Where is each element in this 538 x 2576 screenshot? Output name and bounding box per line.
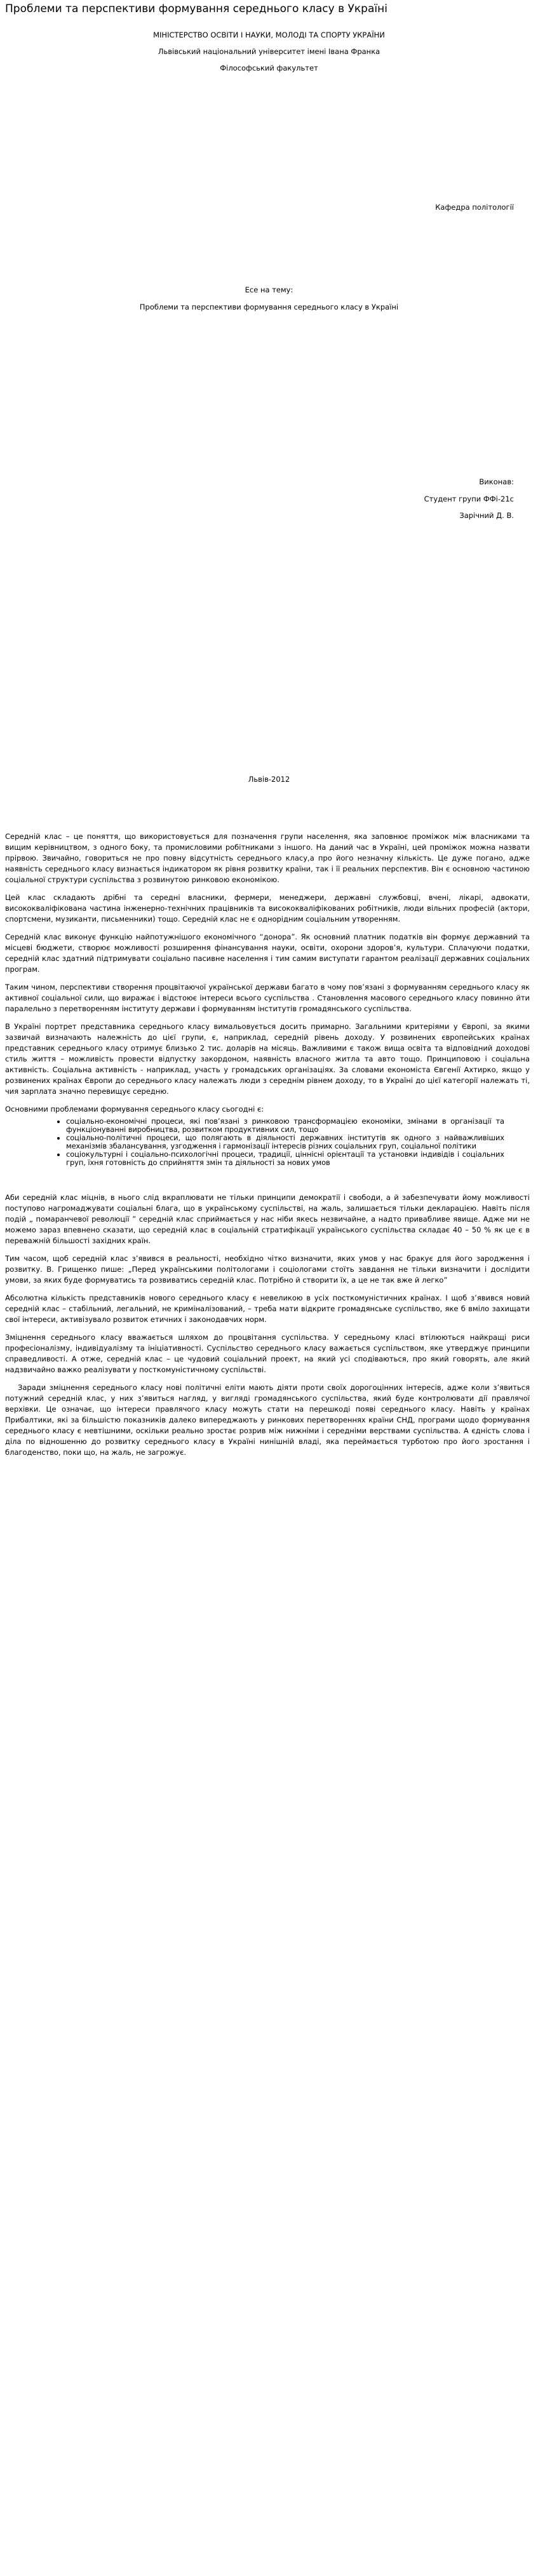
document-title: Проблеми та перспективи формування середнього класу в Україні xyxy=(5,3,387,15)
ministry-line: МІНІСТЕРСТВО ОСВІТИ І НАУКИ, МОЛОДІ ТА СПОРТУ УКРАЇНИ xyxy=(153,31,385,39)
paragraph: Таким чином, перспективи створення процвітаючої української держави багато в чому пов’язані з формуванням середнього класу як активної соціальної сили, що виражає і відстоює інтереси всього суспільства . Становлення масового середнього класу повинно йти паралельно з перетворенням інституту держави і формуванням інститутів громадянського суспільства. xyxy=(5,983,530,1013)
essay-label: Есе на тему: xyxy=(245,285,293,294)
list-item: • соціально-економічні процеси, які пов’язані з ринковою трансформацією економіки, змінами в організації та функціонуванні виробництва, розвитком продуктивних сил, тощо xyxy=(66,1117,530,1134)
paragraph: Тим часом, щоб середній клас з’явився в реальності, необхідно чітко визначити, яких умов у нас бракує для його зародження і розвитку. В. Грищенко пише: „Перед українськими політологами і соціологами стоїть завдання не тільки визначити і дослідити умови, за яких буде формуватись та розвиватись середній клас. Потрібно й створити їх, а це не так вже й легко” xyxy=(5,1254,530,1285)
place-year: Львів-2012 xyxy=(248,775,290,784)
paragraph: Зміцнення середнього класу вважається шляхом до процвітання суспільства. У середньому класі втілюються найкращі риси професіоналізму, індивідуалізму та ініціативності. Суспільство середнього класу важається суспільством, яке утверджує принципи справедливості. А отже, середній клас – це чудовий соціальний проект, на який усі сподіваються, про який говорять, але який надзвичайно важко реалізувати у посткомуністичному суспільстві. xyxy=(5,1333,530,1374)
problems-list xyxy=(5,1117,530,1167)
department-line: Кафедра політології xyxy=(435,203,514,212)
faculty-line: Філософський факультет xyxy=(220,64,318,72)
paragraph: Абсолютна кількість представників нового середнього класу є невеликою в усіх посткомуністичних країнах. І щоб з’явився новий середній клас – стабільний, легальний, не криміналізований, – треба мати відкрите громадянське суспільство, яке б вміло захищати свої інтереси, активізувало розвиток етичних і законодавчих норм. xyxy=(5,1293,530,1324)
paragraph: Середній клас – це поняття, що використовується для позначення групи населення, яка заповнює проміжок між власниками та вищим керівництвом, з одного боку, та промисловими робітниками з іншого. На даний час в Україні, цей проміжок можна назвати прірвою. Звичайно, говориться не про повну відсутність середнього класу,а про його незначну кількість. Це дуже погано, адже наявність середнього класу визнається індикатором як рівня розвитку країни, так і її реальних перспектив. Він є основною частиною соціальної структури суспільства з розвинутою ринковою економікою. xyxy=(5,832,530,884)
essay-body xyxy=(5,831,530,1465)
paragraph: Заради зміцнення середнього класу нові політичні еліти мають діяти проти своїх дорогоцінних інтересів, адже коли з’явиться потужний середній клас, у них з’явиться нагляд, у вигляді громадянського суспільства, який буде контролювати дії правлячої верхівки. Це означає, що інтереси правлячого класу можуть стати на перешкоді появі середнього класу. Навіть у країнах Прибалтики, які за більшістю показників далеко випереджають у ринкових перетвореннях країни СНД, програми щодо формування середнього класу є невтішними, оскільки реально зростає розрив між нижніми і середніми верствами суспільства. А єдність слова і діла по відношенню до розвитку середнього класу в Україні нинішній владі, яка переймається турботою про його зростання і благоденство, поки що, на жаль, не загрожує. xyxy=(5,1383,530,1457)
paragraph: Середній клас виконує функцію найпотужнішого економічного “донора”. Як основний платник податків він формує державний та місцеві бюджети, створює можливості розширення фінансування науки, освіти, охорони здоров’я, культури. Сплачуючи податки, середній клас здатний підтримувати соціально пасивне населення і тим самим виступати гарантом реалізації державних соціальних програм. xyxy=(5,932,530,974)
list-item: • соціокультурні і соціально-психологічні процеси, традиції, ціннісні орієнтації та установки індивідів і соціальних груп, їхня готовність до сприйняття змін та діяльності за нових умов xyxy=(66,1150,530,1167)
author-label: Виконав: xyxy=(479,477,514,486)
paragraph: Основними проблемами формування середнього класу сьогодні є: xyxy=(5,1105,264,1114)
author-name: Зарічний Д. В. xyxy=(459,511,514,520)
essay-title: Проблеми та перспективи формування середнього класу в Україні xyxy=(139,303,399,311)
university-line: Львівський національний університет імені Івана Франка xyxy=(158,47,380,56)
author-group: Студент групи ФФі-21с xyxy=(424,494,514,503)
paragraph: Цей клас складають дрібні та середні власники, фермери, менеджери, державні службовці, вчені, лікарі, адвокати, висококваліфікована частина інженерно-технічних працівників та висококваліфікованих робітників, люди вільних професій (актори, спортсмени, музиканти, письменники) тощо. Середній клас не є однорідним соціальним утворенням. xyxy=(5,893,530,923)
list-item: • соціально-політичні процеси, що полягають в діяльності державних інститутів як одного з найважливіших механізмів збалансування, узгодження і гармонізації інтересів різних соціальних груп, соціальної політики xyxy=(66,1134,530,1150)
paragraph: Аби середній клас міцнів, в нього слід вкраплювати не тільки принципи демократії і свободи, а й забезпечувати йому можливості поступово нагромаджувати соціальні блага, що в українському суспільстві, на жаль, залишається тільки декларацією. Навіть після подій „ помаранчевої революції ” середній клас сприймається у нас ніби якесь незвичайне, а надто привабливе явище. Адже ми не можемо зараз впевнено сказати, що середній клас в соціальній стратифікації українського суспільства складає 40 – 50 % як це є в переважній більшості західних країн. xyxy=(5,1193,530,1245)
paragraph: В Україні портрет представника середнього класу вимальовується досить примарно. Загальними критеріями у Європі, за якими зазвичай визначають належність до цієї групи, є, наприклад, середній рівень доходу. У розвинених європейських країнах представник середнього класу отримує близько 2 тис. доларів на місяць. Важливими є також вища освіта та відповідний доходові стиль життя – можливість провести відпустку закордоном, наявність власного житла та авто тощо. Принциповою і соціальна активність. Соціальна активність - наприклад, участь у громадських організаціях. За словами економіста Євгенії Ахтирко, якщо у розвинених країнах Європи до середнього класу належать люди з середнім рівнем доходу, то в Україні до цієї категорії належать ті, чия зарплата значно перевищує середню. xyxy=(5,1022,530,1096)
